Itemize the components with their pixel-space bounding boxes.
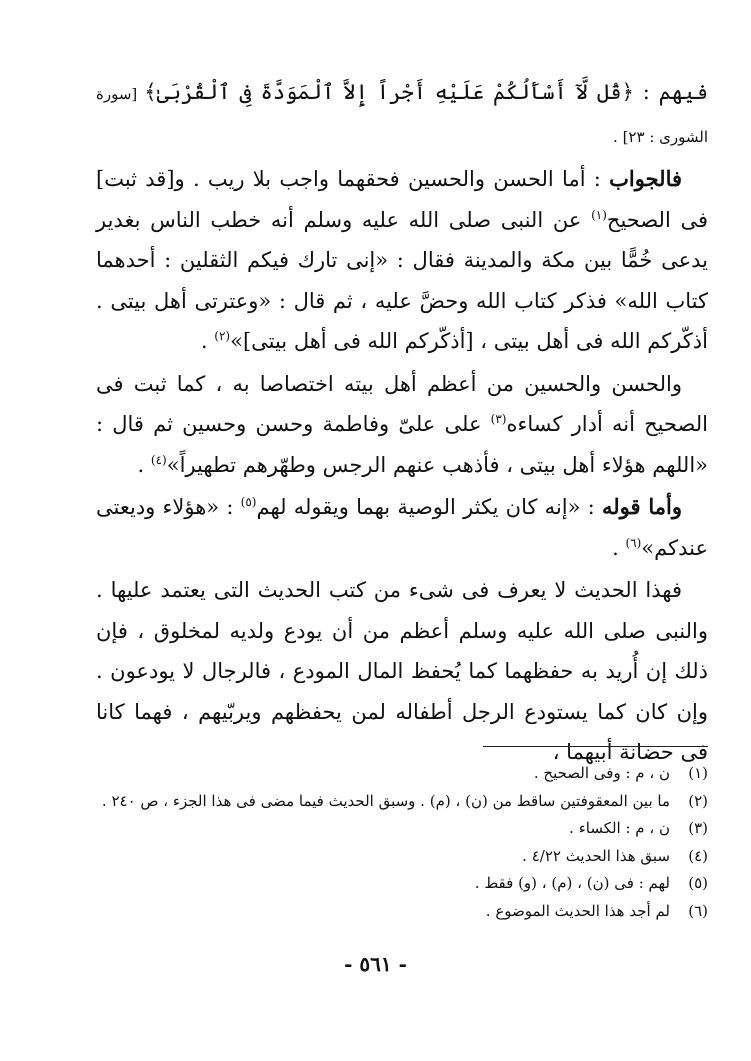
footnote-item xyxy=(150,870,708,898)
text-run: : أما الحسن والحسين فحقهما واجب بلا ريب . و[قد ثبت] فى الصحيح xyxy=(96,167,709,232)
saying-label: وأما قوله xyxy=(601,494,682,519)
footnote-ref: (٢) xyxy=(214,329,231,343)
footnote-item xyxy=(150,760,708,788)
text-run: : «إنه كان يكثر الوصية بهما ويقوله لهم xyxy=(256,495,602,519)
footnote-item xyxy=(150,843,708,871)
verse-reference: [سورة الشورى : ٢٣] . xyxy=(96,85,708,146)
footnote-number: (١) xyxy=(688,764,708,782)
text-run: على علىّ وفاطمة وحسن وحسين ثم قال : «اللهم هؤلاء أهل بيتى ، فأذهب عنهم الرجس وطهّرهم تطهيراً» xyxy=(96,412,708,477)
paragraph-saying xyxy=(96,487,708,568)
footnote-text: لم أجد هذا الحديث الموضوع . xyxy=(485,901,670,920)
footnote-text: ما بين المعقوفتين ساقط من (ن) ، (م) . وسبق الحديث فيما مضى فى هذا الجزء ، ص ٢٤٠ . xyxy=(101,791,670,810)
footnote-number: (٦) xyxy=(688,901,708,920)
footnote-text: ن ، م : الكساء . xyxy=(569,819,670,837)
footnote-text: ن ، م : وفى الصحيح . xyxy=(533,764,670,782)
footnote-ref: (١) xyxy=(591,207,607,222)
footnote-ref: (٤) xyxy=(150,452,167,467)
footnote-text: لهم : فى (ن) ، (م) ، (و) فقط . xyxy=(474,874,670,892)
footnote-number: (٢) xyxy=(688,791,708,810)
footnote-item xyxy=(150,898,708,926)
footnote-ref: (٣) xyxy=(490,412,507,426)
text-run: . xyxy=(612,535,626,560)
paragraph-hasan-husain xyxy=(96,364,708,486)
paragraph-hadith-unknown: فهذا الحديث لا يعرف فى شىء من كتب الحديث التى يعتمد عليها . والنبى صلى الله عليه وسلم أعظم من أن يودع ولديه لمخلوق ، فإن ذلك إن أُريد به حفظهما كما يُحفظ المال المودع ، فالرجال لا يودعون . وإن كان كما يستودع الرجل أطفاله لمن يحفظهم ويربّيهم ، فهما كانا فى حضانة أبيهما ، xyxy=(96,578,708,764)
footnote-item xyxy=(150,815,708,843)
text-run: عن النبى صلى الله عليه وسلم أنه خطب الناس بغدير يدعى خُمًّا بين مكة والمدينة فقال : «إنى تارك فيكم الثقلين : أحدهما كتاب الله» فذكر كتاب الله وحضَّ عليه ، ثم قال : «وعترتى أهل بيتى . أذكّركم الله فى أهل بيتى ، [أذكّركم الله فى أهل بيتى]» xyxy=(96,207,708,353)
footnote-text: سبق هذا الحديث ٤/٢٢ . xyxy=(522,846,670,865)
paragraph-verse xyxy=(96,72,708,157)
quran-verse: ﴿قُل لَّآ أَسْأَلُكُمْ عَلَيْهِ أَجْراً إِلاَّ ٱلْمَوَدَّةَ فِى ٱلْقُرْبَىٰ﴾ xyxy=(144,80,634,104)
footnote-number: (٣) xyxy=(688,819,708,837)
footnote-ref: (٦) xyxy=(625,535,642,550)
footnote-ref: (٥) xyxy=(240,495,257,509)
footnote-item xyxy=(101,788,708,816)
main-text xyxy=(96,72,708,773)
footnote-number: (٥) xyxy=(688,874,708,892)
footnote-number: (٤) xyxy=(688,846,708,865)
text-run: والحسن والحسين من أعظم أهل بيته اختصاصا به ، كما ثبت فى الصحيح أنه أدار كساءه xyxy=(96,371,708,436)
text-run: . xyxy=(137,452,151,477)
text-run: : «هؤلاء وديعتى عندكم» xyxy=(96,495,708,560)
page-number: - ٥٦١ - xyxy=(344,952,407,976)
paragraph-answer xyxy=(96,159,708,362)
footnote-divider xyxy=(483,746,708,747)
footnotes xyxy=(101,760,708,925)
text-run: . xyxy=(200,329,215,353)
paragraph-lead: فيهم : xyxy=(633,80,708,104)
answer-label: فالجواب xyxy=(609,166,682,191)
